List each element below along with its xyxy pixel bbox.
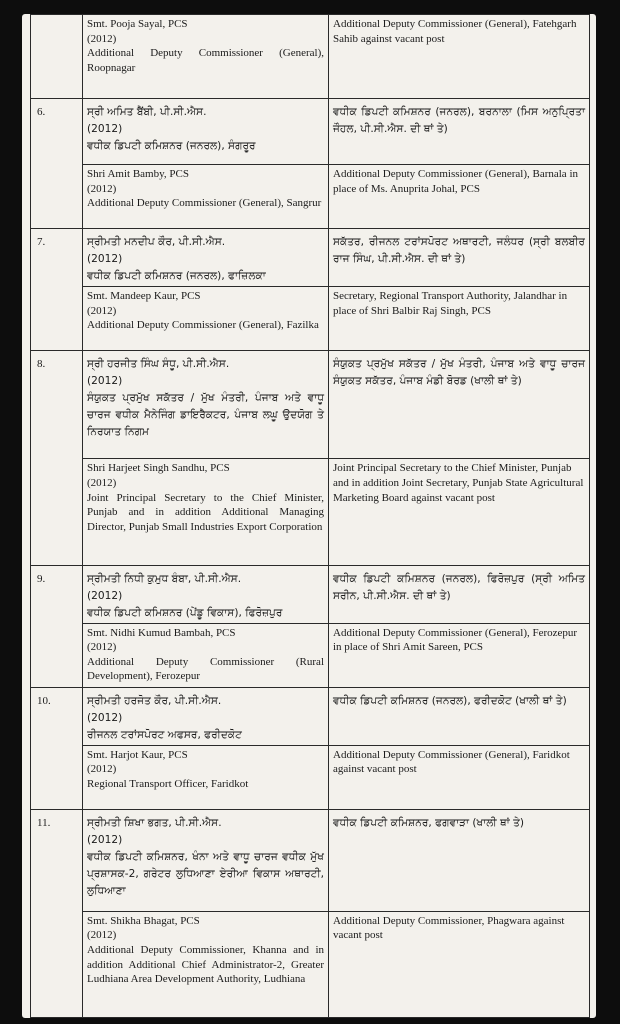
new-posting-cell: ਵਧੀਕ ਡਿਪਟੀ ਕਮਿਸ਼ਨਰ, ਫਗਵਾੜਾ (ਖਾਲੀ ਥਾਂ ਤੇ)	[329, 809, 590, 911]
officer-batch: (2012)	[87, 929, 117, 942]
officer-current-post: Additional Deputy Commissioner (Rural Development), Ferozepur	[87, 655, 324, 683]
officer-name: ਸ੍ਰੀਮਤੀ ਸ਼ਿਖਾ ਭਗਤ, ਪੀ.ਸੀ.ਐਸ.	[87, 816, 222, 829]
table-row	[31, 15, 590, 99]
table-row	[31, 745, 590, 809]
officer-name: ਸ੍ਰੀ ਹਰਜੀਤ ਸਿੰਘ ਸੰਧੂ, ਪੀ.ਸੀ.ਐਸ.	[87, 358, 230, 371]
officer-cell	[83, 229, 329, 287]
officer-batch: (2012)	[87, 32, 117, 45]
table-row	[31, 565, 590, 623]
officer-cell	[83, 287, 329, 351]
officer-name: Shri Harjeet Singh Sandhu, PCS	[87, 462, 230, 475]
officer-current-post: Additional Deputy Commissioner (General), Fazilka	[87, 319, 319, 332]
new-posting-cell: ਵਧੀਕ ਡਿਪਟੀ ਕਮਿਸ਼ਨਰ (ਜਨਰਲ), ਬਰਨਾਲਾ (ਮਿਸ ਅਨੁਪ੍ਰਿਤਾ ਜੌਹਲ, ਪੀ.ਸੀ.ਐਸ. ਦੀ ਥਾਂ ਤੇ)	[329, 99, 590, 165]
officer-current-post: ਵਧੀਕ ਡਿਪਟੀ ਕਮਿਸ਼ਨਰ, ਖੰਨਾ ਅਤੇ ਵਾਧੂ ਚਾਰਜ ਵਧੀਕ ਮੁੱਖ ਪ੍ਰਸ਼ਾਸਕ-2, ਗਰੇਟਰ ਲੁਧਿਆਣਾ ਏਰੀਆ ਵਿਕਾਸ ਅਥਾਰਟੀ, ਲੁਧਿਆਣਾ	[87, 850, 324, 897]
officer-current-post: ਵਧੀਕ ਡਿਪਟੀ ਕਮਿਸ਼ਨਰ (ਜਨਰਲ), ਸੰਗਰੂਰ	[87, 140, 256, 153]
officer-current-post: Joint Principal Secretary to the Chief Minister, Punjab and in addition Additional Managing Director, Punjab Small Industries Export Corporation	[87, 491, 324, 533]
officer-cell	[83, 809, 329, 911]
officer-cell	[83, 15, 329, 99]
table-row	[31, 287, 590, 351]
officer-batch: (2012)	[87, 123, 123, 136]
officer-name: Smt. Mandeep Kaur, PCS	[87, 290, 201, 303]
transfer-order-table	[30, 14, 590, 1018]
table-row	[31, 687, 590, 745]
officer-batch: (2012)	[87, 763, 117, 776]
officer-current-post: Additional Deputy Commissioner, Khanna and in addition Additional Chief Administrator-2, Greater Ludhiana Area Development Authority, Ludhiana	[87, 944, 324, 986]
serial-number: 11.	[31, 809, 83, 1017]
officer-current-post: Additional Deputy Commissioner (General), Sangrur	[87, 197, 322, 210]
officer-cell	[83, 911, 329, 1017]
officer-batch: (2012)	[87, 711, 123, 724]
officer-name: ਸ੍ਰੀ ਅਮਿਤ ਬੈਂਬੀ, ਪੀ.ਸੀ.ਐਸ.	[87, 106, 207, 119]
officer-name: ਸ੍ਰੀਮਤੀ ਨਿਧੀ ਕੁਮੁਧ ਬੰਬਾ, ਪੀ.ਸੀ.ਐਸ.	[87, 572, 242, 585]
serial-number: 6.	[31, 99, 83, 229]
serial-number	[31, 15, 83, 99]
officer-current-post: ਸੰਯੁਕਤ ਪ੍ਰਮੁੱਖ ਸਕੱਤਰ / ਮੁੱਖ ਮੰਤਰੀ, ਪੰਜਾਬ ਅਤੇ ਵਾਧੂ ਚਾਰਜ ਵਧੀਕ ਮੈਨੇਜਿੰਗ ਡਾਇਰੈਕਟਰ, ਪੰਜਾਬ ਲਘੂ ਉਦਯੋਗ ਤੇ ਨਿਰਯਾਤ ਨਿਗਮ	[87, 392, 324, 439]
serial-number: 8.	[31, 351, 83, 565]
new-posting-cell: Additional Deputy Commissioner (General), Ferozepur in place of Shri Amit Sareen, PCS	[329, 623, 590, 687]
officer-cell	[83, 459, 329, 565]
officer-name: Smt. Nidhi Kumud Bambah, PCS	[87, 626, 236, 639]
officer-batch: (2012)	[87, 375, 123, 388]
officer-cell	[83, 745, 329, 809]
officer-name: Smt. Harjot Kaur, PCS	[87, 748, 188, 761]
table-row	[31, 809, 590, 911]
table-row	[31, 623, 590, 687]
new-posting-cell: Secretary, Regional Transport Authority, Jalandhar in place of Shri Balbir Raj Singh, PCS	[329, 287, 590, 351]
officer-cell	[83, 351, 329, 459]
officer-current-post: ਵਧੀਕ ਡਿਪਟੀ ਕਮਿਸ਼ਨਰ (ਪੇਂਡੂ ਵਿਕਾਸ), ਫਿਰੋਜ਼ਪੁਰ	[87, 606, 283, 619]
new-posting-cell: Additional Deputy Commissioner, Phagwara against vacant post	[329, 911, 590, 1017]
new-posting-cell: Additional Deputy Commissioner (General), Barnala in place of Ms. Anuprita Johal, PCS	[329, 165, 590, 229]
officer-name: ਸ੍ਰੀਮਤੀ ਹਰਜੋਤ ਕੌਰ, ਪੀ.ਸੀ.ਐਸ.	[87, 694, 222, 707]
officer-batch: (2012)	[87, 641, 117, 654]
officer-current-post: Additional Deputy Commissioner (General), Roopnagar	[87, 47, 324, 74]
officer-batch: (2012)	[87, 589, 123, 602]
serial-number: 9.	[31, 565, 83, 687]
officer-batch: (2012)	[87, 304, 117, 317]
table-row	[31, 229, 590, 287]
officer-batch: (2012)	[87, 253, 123, 266]
document-page	[22, 14, 596, 1018]
officer-name: Smt. Pooja Sayal, PCS	[87, 18, 188, 30]
new-posting-cell: ਸੰਯੁਕਤ ਪ੍ਰਮੁੱਖ ਸਕੱਤਰ / ਮੁੱਖ ਮੰਤਰੀ, ਪੰਜਾਬ ਅਤੇ ਵਾਧੂ ਚਾਰਜ ਸੰਯੁਕਤ ਸਕੱਤਰ, ਪੰਜਾਬ ਮੰਡੀ ਬੋਰਡ (ਖਾਲੀ ਥਾਂ ਤੇ)	[329, 351, 590, 459]
officer-current-post: ਵਧੀਕ ਡਿਪਟੀ ਕਮਿਸ਼ਨਰ (ਜਨਰਲ), ਫਾਜ਼ਿਲਕਾ	[87, 270, 266, 283]
new-posting-cell: ਸਕੱਤਰ, ਰੀਜਨਲ ਟਰਾਂਸਪੋਰਟ ਅਥਾਰਟੀ, ਜਲੰਧਰ (ਸ੍ਰੀ ਬਲਬੀਰ ਰਾਜ ਸਿੰਘ, ਪੀ.ਸੀ.ਐਸ. ਦੀ ਥਾਂ ਤੇ)	[329, 229, 590, 287]
new-posting-cell: ਵਧੀਕ ਡਿਪਟੀ ਕਮਿਸ਼ਨਰ (ਜਨਰਲ), ਫਰੀਦਕੋਟ (ਖਾਲੀ ਥਾਂ ਤੇ)	[329, 687, 590, 745]
officer-name: ਸ੍ਰੀਮਤੀ ਮਨਦੀਪ ਕੌਰ, ਪੀ.ਸੀ.ਐਸ.	[87, 236, 226, 249]
table-row	[31, 459, 590, 565]
serial-number: 10.	[31, 687, 83, 809]
table-row	[31, 351, 590, 459]
officer-name: Smt. Shikha Bhagat, PCS	[87, 914, 200, 927]
table-body	[31, 15, 590, 1018]
officer-cell	[83, 165, 329, 229]
officer-current-post: ਰੀਜਨਲ ਟਰਾਂਸਪੋਰਟ ਅਫਸਰ, ਫਰੀਦਕੋਟ	[87, 728, 242, 741]
officer-batch: (2012)	[87, 833, 123, 846]
officer-cell	[83, 565, 329, 623]
new-posting-cell: Joint Principal Secretary to the Chief Minister, Punjab and in addition Joint Secretary, Punjab State Agricultural Marketing Board against vacant post	[329, 459, 590, 565]
table-row	[31, 99, 590, 165]
table-row	[31, 165, 590, 229]
new-posting-cell: Additional Deputy Commissioner (General), Fatehgarh Sahib against vacant post	[329, 15, 590, 99]
officer-cell	[83, 687, 329, 745]
officer-cell	[83, 99, 329, 165]
new-posting-cell: Additional Deputy Commissioner (General), Faridkot against vacant post	[329, 745, 590, 809]
officer-cell	[83, 623, 329, 687]
officer-name: Shri Amit Bamby, PCS	[87, 168, 189, 181]
officer-current-post: Regional Transport Officer, Faridkot	[87, 777, 249, 790]
new-posting-cell: ਵਧੀਕ ਡਿਪਟੀ ਕਮਿਸ਼ਨਰ (ਜਨਰਲ), ਫਿਰੋਜ਼ਪੁਰ (ਸ੍ਰੀ ਅਮਿਤ ਸਰੀਨ, ਪੀ.ਸੀ.ਐਸ. ਦੀ ਥਾਂ ਤੇ)	[329, 565, 590, 623]
officer-batch: (2012)	[87, 477, 117, 489]
officer-batch: (2012)	[87, 182, 117, 195]
table-row	[31, 911, 590, 1017]
serial-number: 7.	[31, 229, 83, 351]
